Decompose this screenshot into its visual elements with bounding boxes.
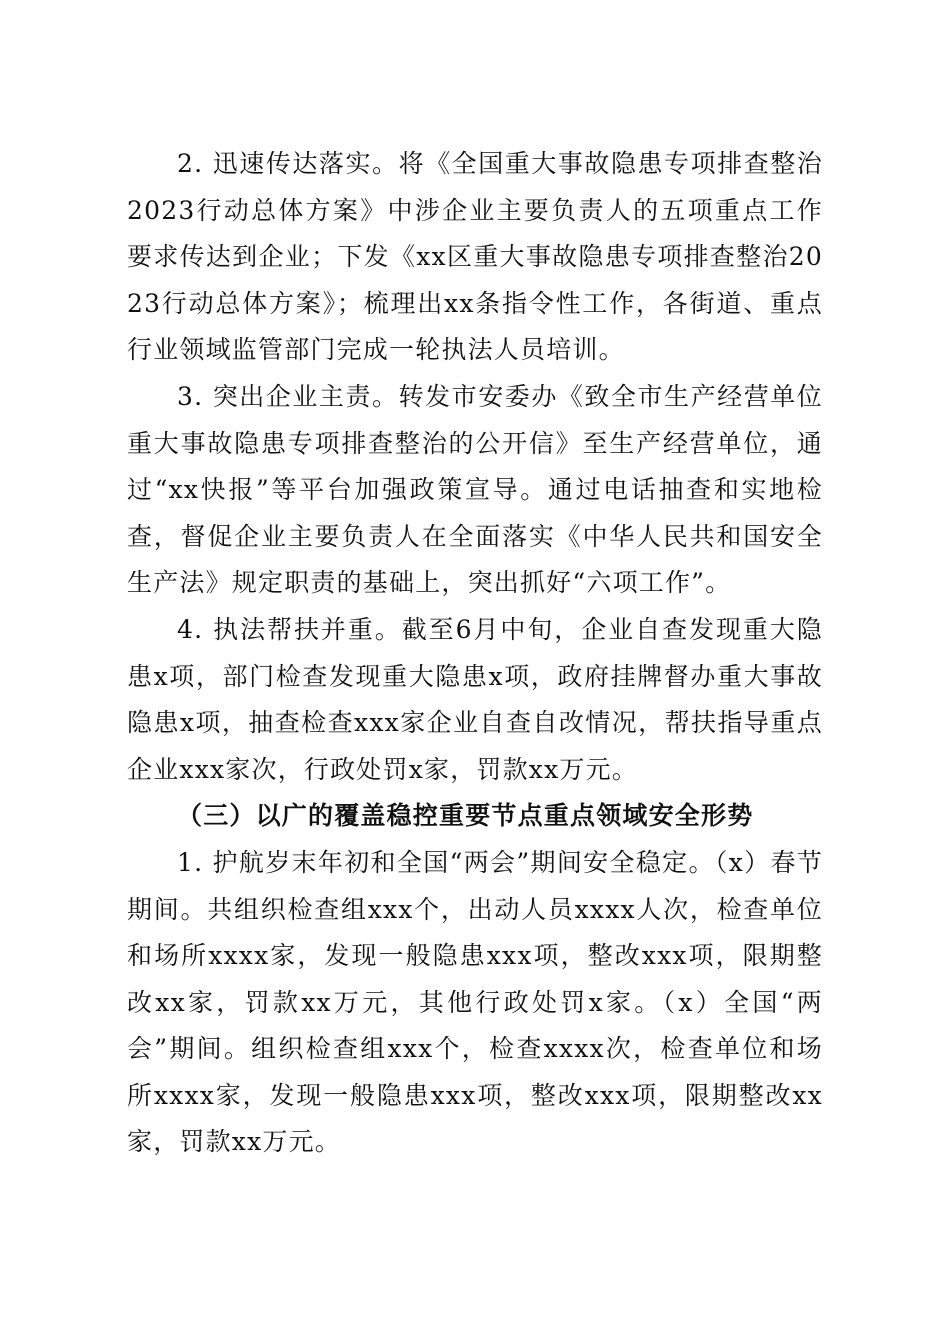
paragraph-item-1: 1. 护航岁末年初和全国“两会”期间安全稳定。（x）春节期间。共组织检查组xxx个，出动人员xxxx人次，检查单位和场所xxxx家，发现一般隐患xxx项，整改xxx项，限期整改xx家，罚款xx万元，其他行政处罚x家。（x）全国“两会”期间。组织检查组xxx个，检查xxxx次，检查单位和场所xxxx家，发现一般隐患xxx项，整改xxx项，限期整改xx家，罚款xx万元。 xyxy=(127,847,823,1157)
paragraph-item-3: 3. 突出企业主责。转发市安委办《致全市生产经营单位重大事故隐患专项排查整治的公开信》至生产经营单位，通过“xx快报”等平台加强政策宣导。通过电话抽查和实地检查，督促企业主要负责人在全面落实《中华人民共和国安全生产法》规定职责的基础上，突出抓好“六项工作”。 xyxy=(127,381,823,598)
paragraph-item-4: 4. 执法帮扶并重。截至6月中旬，企业自查发现重大隐患x项，部门检查发现重大隐患x项，政府挂牌督办重大事故隐患x项，抽查检查xxx家企业自查自改情况，帮扶指导重点企业xxx家次，行政处罚x家，罚款xx万元。 xyxy=(127,614,823,784)
paragraph-item-2: 2. 迅速传达落实。将《全国重大事故隐患专项排查整治2023行动总体方案》中涉企业主要负责人的五项重点工作要求传达到企业；下发《xx区重大事故隐患专项排查整治2023行动总体方案》；梳理出xx条指令性工作，各街道、重点行业领域监管部门完成一轮执法人员培训。 xyxy=(127,149,823,365)
document-body xyxy=(127,141,823,1166)
section-heading: （三）以广的覆盖稳控重要节点重点领域安全形势 xyxy=(177,801,754,831)
